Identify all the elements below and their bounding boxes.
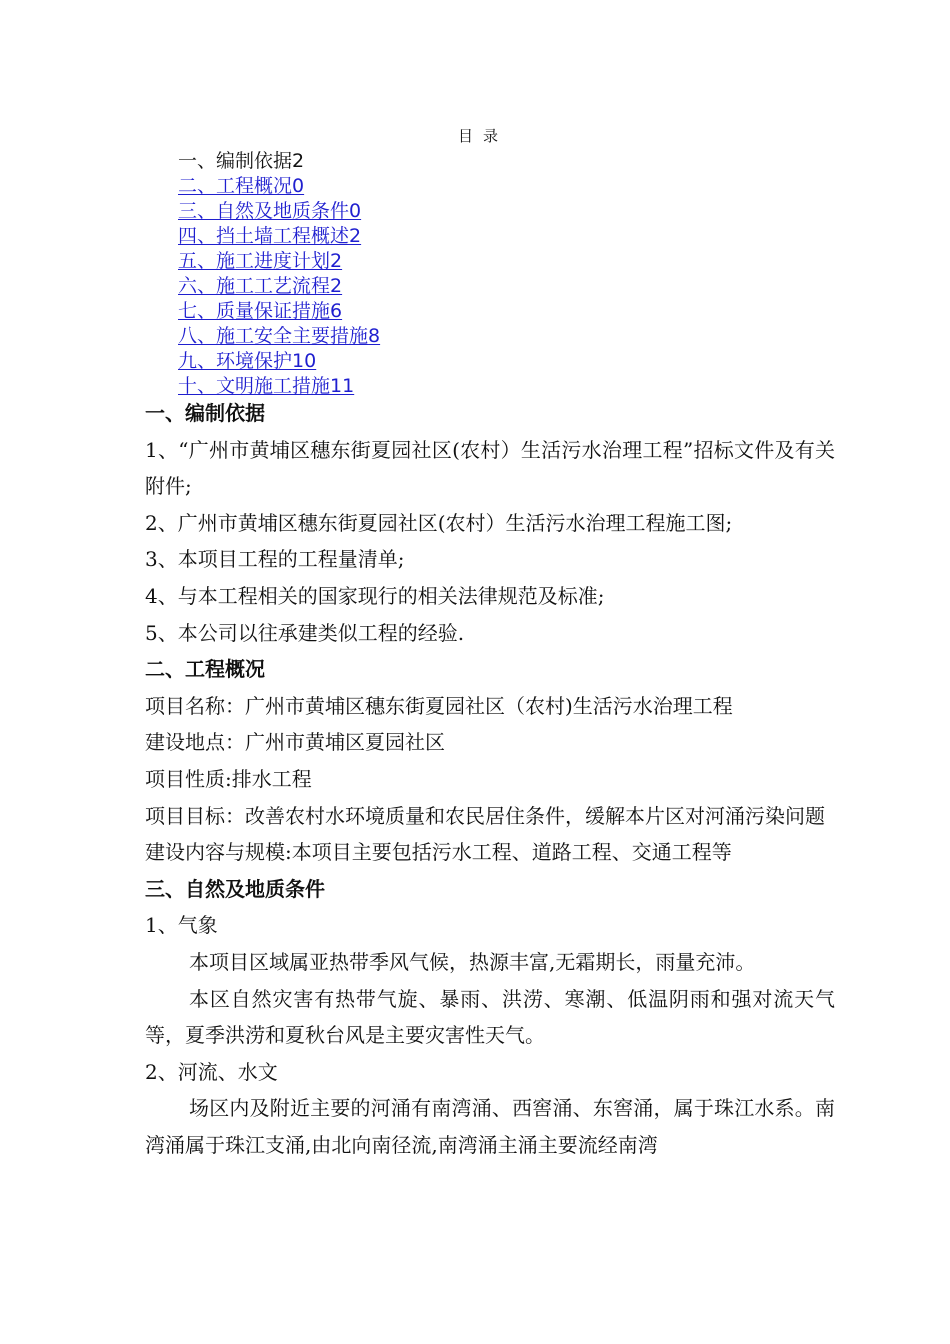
toc-item-label: 五、施工进度计划 <box>178 250 331 272</box>
toc-item-page: 10 <box>292 350 317 372</box>
toc-item-page: 2 <box>330 275 343 297</box>
toc-link[interactable] <box>178 350 316 372</box>
toc-item-label: 六、施工工艺流程 <box>178 275 331 297</box>
table-of-contents <box>178 149 380 399</box>
toc-item-page: 11 <box>330 375 355 397</box>
toc-item-label: 四、挡土墙工程概述 <box>178 225 350 247</box>
section-heading: 二、工程概况 <box>145 657 265 682</box>
toc-item-page: 2 <box>349 225 362 247</box>
toc-item-label: 三、自然及地质条件 <box>178 200 350 222</box>
toc-item[interactable] <box>178 199 380 224</box>
toc-item[interactable] <box>178 224 380 249</box>
toc-item-label: 十、文明施工措施 <box>178 375 331 397</box>
subsection-title: 1、气象 <box>145 913 218 938</box>
toc-item-page: 2 <box>330 250 343 272</box>
toc-item[interactable] <box>178 274 380 299</box>
toc-item[interactable] <box>178 324 380 349</box>
paragraph: 场区内及附近主要的河涌有南湾涌、西窖涌、东窖涌，属于珠江水系。南湾涌属于珠江支涌,由北向南径流,南湾涌主涌主要流经南湾 <box>145 1096 835 1157</box>
overview-line: 项目名称：广州市黄埔区穗东街夏园社区（农村)生活污水治理工程 <box>145 693 733 718</box>
toc-link[interactable] <box>178 250 342 272</box>
basis-item: 4、与本工程相关的国家现行的相关法律规范及标准; <box>145 583 605 608</box>
toc-item-label: 八、施工安全主要措施 <box>178 325 369 347</box>
toc-title: 目录 <box>457 127 508 145</box>
overview-line: 项目性质:排水工程 <box>145 766 312 791</box>
toc-item[interactable] <box>178 149 380 174</box>
toc-link[interactable] <box>178 300 342 322</box>
section-heading: 一、编制依据 <box>145 401 265 425</box>
subsection-title: 2、河流、水文 <box>145 1059 278 1084</box>
overview-line: 项目目标：改善农村水环境质量和农民居住条件，缓解本片区对河涌污染问题 <box>145 803 825 828</box>
basis-item: 3、本项目工程的工程量清单; <box>145 547 405 572</box>
toc-item-page: 0 <box>292 175 305 197</box>
toc-link[interactable] <box>178 200 361 222</box>
toc-item[interactable] <box>178 299 380 324</box>
basis-item: 1、“广州市黄埔区穗东街夏园社区(农村）生活污水治理工程”招标文件及有关附件; <box>145 437 835 499</box>
basis-item: 5、本公司以往承建类似工程的经验. <box>145 620 465 645</box>
toc-item-label: 二、工程概况 <box>178 175 293 197</box>
toc-item[interactable] <box>178 249 380 274</box>
toc-item[interactable] <box>178 174 380 199</box>
toc-item-page: 6 <box>330 300 343 322</box>
toc-link[interactable] <box>178 275 342 297</box>
toc-link[interactable] <box>178 175 304 197</box>
document-body <box>145 395 835 1163</box>
toc-link[interactable] <box>178 375 354 397</box>
overview-line: 建设内容与规模:本项目主要包括污水工程、道路工程、交通工程等 <box>145 840 732 865</box>
paragraph: 本项目区域属亚热带季风气候，热源丰富,无霜期长，雨量充沛。 <box>189 949 756 974</box>
overview-line: 建设地点：广州市黄埔区夏园社区 <box>145 730 445 755</box>
toc-item-page: 2 <box>292 150 305 172</box>
paragraph: 本区自然灾害有热带气旋、暴雨、洪涝、寒潮、低温阴雨和强对流天气等，夏季洪涝和夏秋台风是主要灾害性天气。 <box>145 986 835 1048</box>
section-heading: 三、自然及地质条件 <box>145 876 325 901</box>
toc-item-page: 0 <box>349 200 362 222</box>
toc-link[interactable] <box>178 325 380 347</box>
toc-item-page: 8 <box>368 325 381 347</box>
toc-item-label: 一、编制依据 <box>178 150 293 172</box>
basis-item: 2、广州市黄埔区穗东街夏园社区(农村）生活污水治理工程施工图; <box>145 510 733 535</box>
toc-item-label: 七、质量保证措施 <box>178 300 331 322</box>
toc-link[interactable] <box>178 225 361 247</box>
toc-item-label: 九、环境保护 <box>178 350 293 372</box>
toc-item[interactable] <box>178 349 380 374</box>
